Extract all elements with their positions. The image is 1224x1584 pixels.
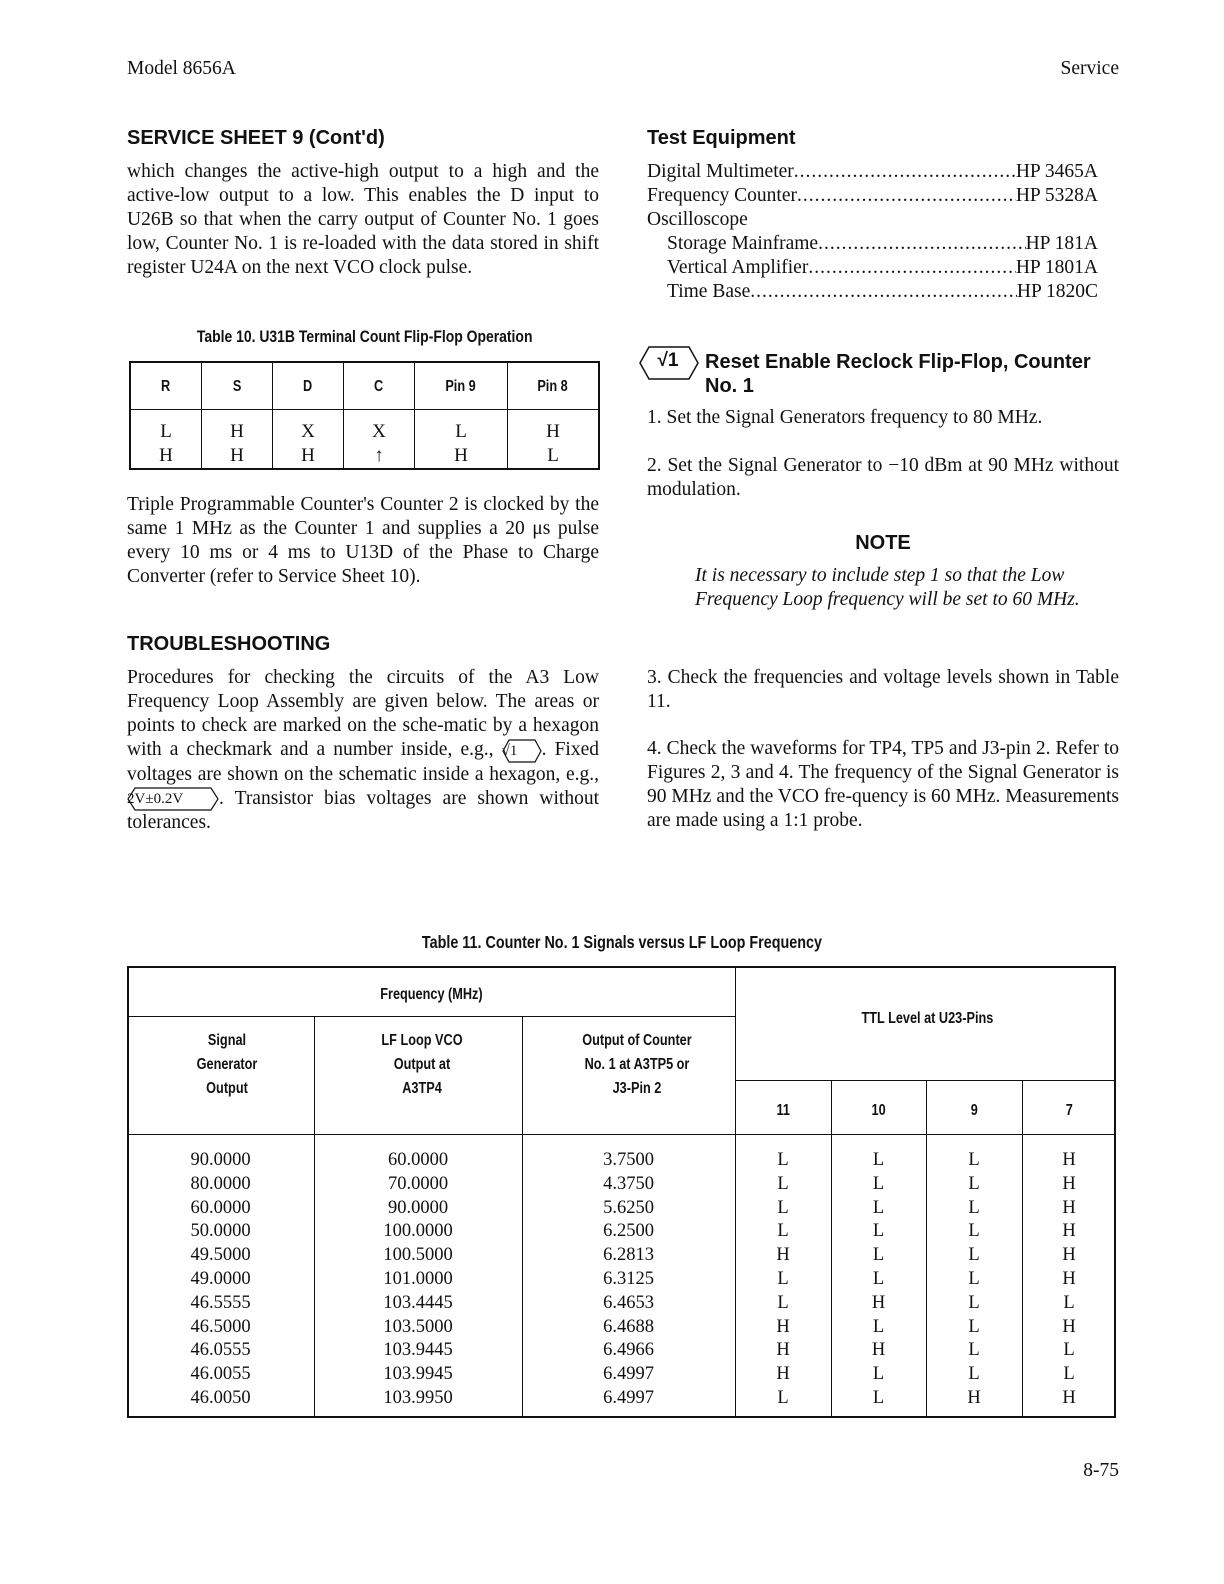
table11-cell: 6.2500 xyxy=(603,1221,654,1242)
table11-cell: H xyxy=(871,1340,886,1361)
table11-cell: L xyxy=(872,1150,885,1170)
table11-cell: L xyxy=(1063,1292,1075,1313)
troubleshooting-text: . Fixed voltages are shown on the schematic inside a hexagon, e.g., xyxy=(127,739,599,785)
table11-cell: L xyxy=(872,1245,885,1266)
table11-cell: 46.0050 xyxy=(190,1387,251,1408)
table11-cell: 5.6250 xyxy=(603,1197,654,1218)
table11-cell: 60.0000 xyxy=(190,1197,251,1218)
step-2: 2. Set the Signal Generator to −10 dBm at 90 MHz without modulation. xyxy=(647,455,1119,500)
table10-header-row xyxy=(130,362,599,410)
table11-cell: 3.7500 xyxy=(603,1150,654,1170)
table11-cell: L xyxy=(968,1340,980,1361)
checkpoint-title: Reset Enable Reclock Flip-Flop, Counter xyxy=(705,351,1091,373)
table11-column xyxy=(735,1149,831,1411)
troubleshooting-text: . Transistor bias voltages are shown without tolerances. xyxy=(127,787,599,834)
table11-cell: L xyxy=(777,1197,789,1218)
table11-cell: L xyxy=(968,1173,980,1194)
table11-cell: H xyxy=(1062,1173,1076,1194)
table11-cell: L xyxy=(777,1150,789,1170)
table11-cell: L xyxy=(777,1292,789,1313)
page-number: 8-75 xyxy=(1083,1460,1119,1481)
table10-header: C xyxy=(374,378,384,395)
table11-cell: 4.3750 xyxy=(603,1173,654,1194)
table11-cell: 46.5000 xyxy=(190,1316,251,1337)
table11-cell: H xyxy=(871,1292,886,1313)
table10 xyxy=(129,361,600,470)
header-section: Service xyxy=(1060,58,1119,79)
table11-cell: L xyxy=(777,1221,789,1242)
equipment-item: Frequency Counter ..... HP 5328A xyxy=(647,184,1098,208)
checkpoint-hexagon-icon xyxy=(637,346,699,380)
table11-column xyxy=(522,1149,735,1411)
equipment-item: Oscilloscope xyxy=(647,209,748,230)
table10-cell: X xyxy=(301,421,315,442)
table11-cell: 46.0055 xyxy=(190,1364,251,1385)
step-1: 1. Set the Signal Generators frequency to 80 MHz. xyxy=(647,407,1043,428)
test-equipment-heading: Test Equipment xyxy=(647,127,796,149)
table11-cell: 90.0000 xyxy=(190,1150,251,1170)
table11-cell: H xyxy=(1062,1221,1076,1242)
table10-cell: L xyxy=(160,421,172,442)
table11-cell: H xyxy=(967,1387,981,1408)
table11-cell: 103.5000 xyxy=(383,1316,453,1337)
table11-cell: 6.4997 xyxy=(603,1364,654,1385)
table11-cell: H xyxy=(1062,1245,1076,1266)
frequency-group-header: Frequency (MHz) xyxy=(379,986,483,1003)
equipment-item: Storage Mainframe ..... HP 181A xyxy=(647,232,1098,256)
table11-cell: L xyxy=(968,1316,980,1337)
table11-cell: L xyxy=(1063,1340,1075,1361)
pin-header: 11 xyxy=(776,1102,790,1119)
table11-caption: Table 11. Counter No. 1 Signals versus LF Loop Frequency xyxy=(421,932,822,952)
table10-cell: L xyxy=(455,421,467,442)
troubleshooting-paragraph xyxy=(127,666,599,835)
note-heading: NOTE xyxy=(855,532,911,554)
table11-column xyxy=(831,1149,926,1411)
table11-cell: 90.0000 xyxy=(387,1197,449,1218)
table11-cell: L xyxy=(968,1150,980,1170)
table11-cell: L xyxy=(968,1364,980,1385)
table10-caption: Table 10. U31B Terminal Count Flip-Flop Operation xyxy=(196,327,533,346)
equipment-list xyxy=(647,160,1098,304)
table11-cell: 80.0000 xyxy=(190,1173,251,1194)
table11-cell: L xyxy=(872,1221,885,1242)
pin-header: 9 xyxy=(970,1102,978,1119)
table11-column xyxy=(314,1149,522,1411)
table11-cell: L xyxy=(872,1173,885,1194)
table11-cell: L xyxy=(777,1173,789,1194)
note-text: It is necessary to include step 1 so that the Low Frequency Loop frequency will be set to 60 MHz. xyxy=(695,565,1080,610)
ttl-group-header: TTL Level at U23-Pins xyxy=(861,1010,993,1027)
checkpoint-title-line2: No. 1 xyxy=(705,375,754,397)
table11-cell: 70.0000 xyxy=(387,1173,449,1194)
equipment-item: Time Base ..... HP 1820C xyxy=(647,280,1098,304)
table11-cell: H xyxy=(1062,1197,1076,1218)
table11-cell: 60.0000 xyxy=(387,1150,449,1170)
table11-column xyxy=(926,1149,1022,1411)
table11-cell: L xyxy=(968,1197,980,1218)
step-3: 3. Check the frequencies and voltage levels shown in Table 11. xyxy=(647,667,1119,712)
lf-loop-header: LF Loop VCO Output at A3TP4 xyxy=(381,1032,463,1097)
table11-cell: L xyxy=(872,1197,885,1218)
signal-generator-header: Signal Generator Output xyxy=(196,1032,258,1097)
table11-cell: 6.4688 xyxy=(603,1316,654,1337)
table11-cell: 103.9945 xyxy=(383,1364,453,1385)
table11-cell: 46.5555 xyxy=(190,1292,251,1313)
table11-cell: 49.5000 xyxy=(190,1245,251,1266)
table10-header: Pin 9 xyxy=(445,378,477,395)
table11-cell: H xyxy=(776,1245,790,1266)
table11-cell: H xyxy=(1062,1387,1076,1408)
table11-cell: 103.4445 xyxy=(383,1292,453,1313)
troubleshooting-heading: TROUBLESHOOTING xyxy=(127,633,331,655)
table11-cell: L xyxy=(872,1387,885,1408)
table11-cell: 101.0000 xyxy=(383,1268,453,1289)
table11-cell: L xyxy=(968,1245,980,1266)
table10-cell: H xyxy=(301,445,315,466)
table11-cell: 100.0000 xyxy=(383,1221,453,1242)
table11-cell: L xyxy=(1063,1364,1075,1385)
step-4: 4. Check the waveforms for TP4, TP5 and J3-pin 2. Refer to Figures 2, 3 and 4. The frequency of the Signal Generator is 90 MHz and the VCO fre-quency is 60 MHz. Measurements are made using a 1:1 probe. xyxy=(647,738,1119,831)
table11-cell: L xyxy=(777,1268,789,1289)
table11-cell: 6.2813 xyxy=(603,1245,654,1266)
table11-cell: 46.0555 xyxy=(190,1340,251,1361)
table11-cell: 6.4653 xyxy=(603,1292,654,1313)
table10-cell: H xyxy=(159,445,173,466)
table11-cell: L xyxy=(777,1387,789,1408)
table11-cell: 6.4997 xyxy=(603,1387,654,1408)
table10-cell: H xyxy=(230,421,244,442)
intro-paragraph: which changes the active-high output to a high and the active-low output to a low. This enables the D input to U26B so that when the carry output of Counter No. 1 goes low, Counter No. 1 is re-loaded with the data stored in shift register U24A on the next VCO clock pulse. xyxy=(127,161,599,278)
table10-cell: L xyxy=(547,445,559,466)
table11-cell: H xyxy=(776,1364,790,1385)
table11-cell: 6.3125 xyxy=(603,1268,654,1289)
pin-header: 10 xyxy=(871,1102,886,1119)
table11-cell: 6.4966 xyxy=(603,1340,654,1361)
table11-cell: 50.0000 xyxy=(190,1221,251,1242)
table11-cell: H xyxy=(1062,1150,1076,1170)
table11-cell: H xyxy=(1062,1268,1076,1289)
table11 xyxy=(127,966,1116,1418)
table11-cell: H xyxy=(776,1316,790,1337)
table10-header: R xyxy=(161,378,171,395)
equipment-item: Vertical Amplifier ..... HP 1801A xyxy=(647,256,1098,280)
checkpoint-label: √1 xyxy=(657,350,679,371)
table11-column xyxy=(1022,1149,1116,1411)
service-sheet-heading: SERVICE SHEET 9 (Cont'd) xyxy=(127,127,385,149)
table11-cell: 49.0000 xyxy=(190,1268,251,1289)
table11-cell: 100.5000 xyxy=(383,1245,453,1266)
table11-cell: 103.9950 xyxy=(383,1387,453,1408)
table10-cell: ↑ xyxy=(374,445,384,466)
equipment-item: Digital Multimeter ..... HP 3465A xyxy=(647,160,1098,184)
table11-cell: L xyxy=(872,1364,885,1385)
table11-cell: H xyxy=(776,1340,790,1361)
hexagon-voltage-icon xyxy=(127,787,219,811)
hexagon-check-label: √1 xyxy=(501,742,518,759)
header-model: Model 8656A xyxy=(127,58,236,79)
table11-column xyxy=(127,1149,314,1411)
table10-cell: H xyxy=(230,445,244,466)
table11-cell: L xyxy=(872,1316,885,1337)
table10-cell: X xyxy=(372,421,386,442)
table10-header: D xyxy=(303,378,313,395)
table11-cell: H xyxy=(1062,1316,1076,1337)
table11-cell: L xyxy=(968,1221,980,1242)
hexagon-voltage-label: 2V±0.2V xyxy=(127,791,184,808)
counter2-paragraph: Triple Programmable Counter's Counter 2 is clocked by the same 1 MHz as the Counter 1 and supplies a 20 μs pulse every 10 ms or 4 ms to U13D of the Phase to Charge Converter (refer to Service Sheet 10). xyxy=(127,494,599,587)
pin-header: 7 xyxy=(1065,1102,1073,1119)
table11-cell: L xyxy=(872,1268,885,1289)
table10-header: Pin 8 xyxy=(537,378,569,395)
troubleshooting-text: Procedures for checking the circuits of the A3 Low Frequency Loop Assembly are given below. The areas or points to check are marked on the sche-matic by a hexagon with a checkmark and a number inside, e.g., xyxy=(127,667,599,760)
hexagon-check-icon xyxy=(502,739,542,763)
table10-cell: H xyxy=(546,421,560,442)
table10-cell: H xyxy=(454,445,468,466)
table-row xyxy=(130,410,599,470)
table10-header: S xyxy=(232,378,242,395)
table11-cell: L xyxy=(968,1292,980,1313)
counter-output-header: Output of Counter No. 1 at A3TP5 or J3-Pin 2 xyxy=(582,1032,692,1097)
table11-cell: L xyxy=(968,1268,980,1289)
table11-cell: 103.9445 xyxy=(383,1340,453,1361)
